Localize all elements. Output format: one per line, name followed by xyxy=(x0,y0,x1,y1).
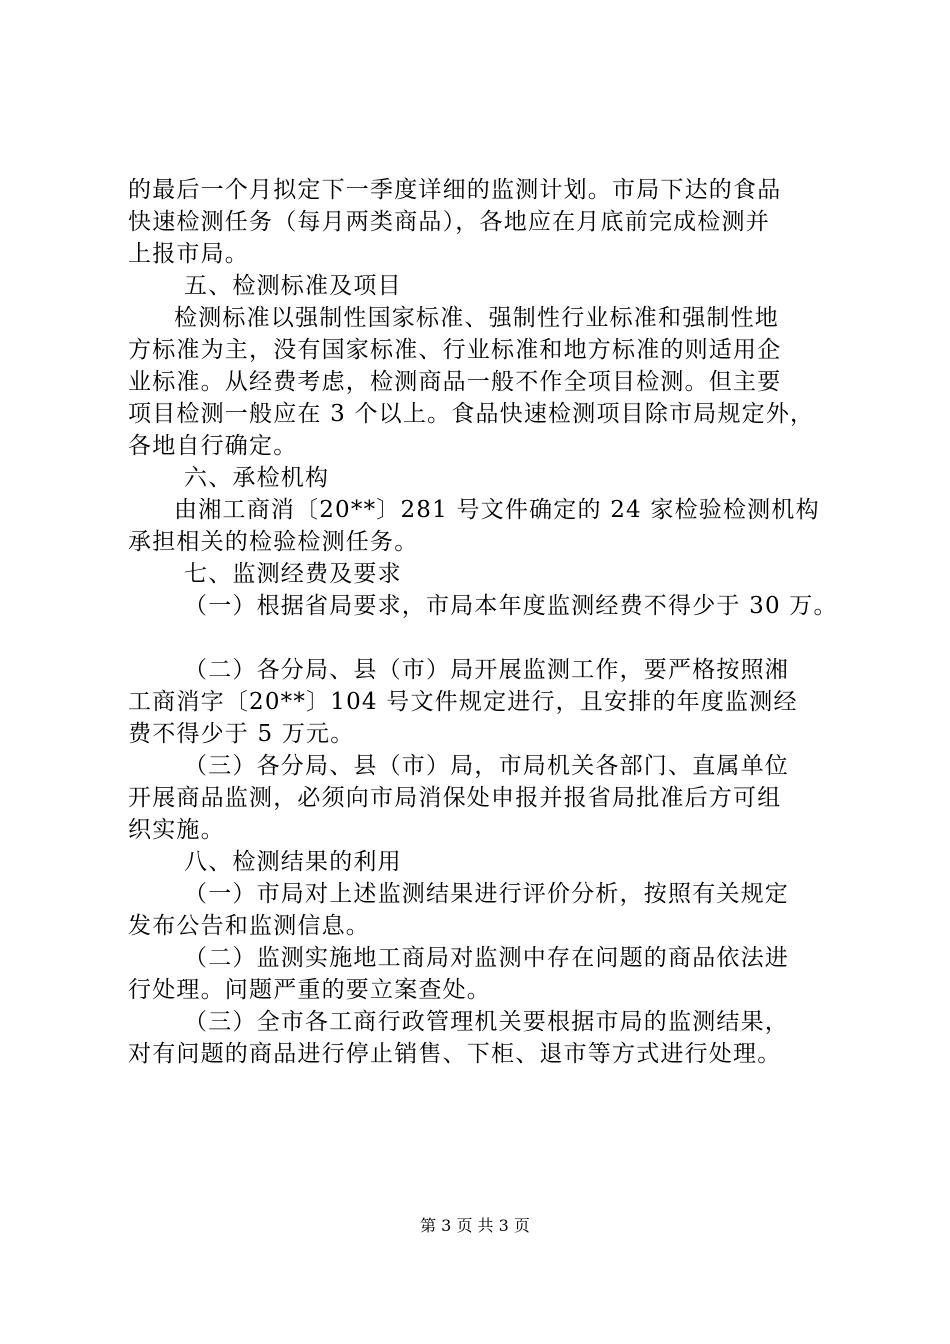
section-heading-5: 五、检测标准及项目 xyxy=(184,273,402,299)
section-heading-7: 七、监测经费及要求 xyxy=(184,561,402,587)
text-line: 业标准。从经费考虑，检测商品一般不作全项目检测。但主要 xyxy=(128,369,782,395)
text-line: （三）全市各工商行政管理机关要根据市局的监测结果， xyxy=(184,1009,789,1035)
text-line: 工商消字〔20**〕104 号文件规定进行，且安排的年度监测经 xyxy=(128,689,798,715)
text-line: 方标准为主，没有国家标准、行业标准和地方标准的则适用企 xyxy=(128,337,782,363)
page-footer: 第 3 页 共 3 页 xyxy=(420,1216,530,1235)
text-line: （三）各分局、县（市）局，市局机关各部门、直属单位 xyxy=(184,753,789,779)
text-line: 费不得少于 5 万元。 xyxy=(128,721,355,747)
text-line: 上报市局。 xyxy=(128,241,249,267)
text-line: 的最后一个月拟定下一季度详细的监测计划。市局下达的食品 xyxy=(128,177,782,203)
text-line: 快速检测任务（每月两类商品），各地应在月底前完成检测并 xyxy=(128,209,770,235)
document-body xyxy=(128,174,838,1070)
text-line: （二）各分局、县（市）局开展监测工作，要严格按照湘 xyxy=(184,657,789,683)
blank-line xyxy=(128,622,838,654)
text-line: 对有问题的商品进行停止销售、下柜、退市等方式进行处理。 xyxy=(128,1041,782,1067)
text-line: 承担相关的检验检测任务。 xyxy=(128,529,419,555)
text-line: （一）市局对上述监测结果进行评价分析，按照有关规定 xyxy=(184,881,789,907)
text-line: 行处理。问题严重的要立案查处。 xyxy=(128,977,491,1003)
section-heading-8: 八、检测结果的利用 xyxy=(184,849,402,875)
text-line: 项目检测一般应在 3 个以上。食品快速检测项目除市局规定外， xyxy=(128,401,815,427)
section-heading-6: 六、承检机构 xyxy=(184,465,330,491)
text-line: 织实施。 xyxy=(128,817,225,843)
text-line: 各地自行确定。 xyxy=(128,433,298,459)
text-line: 发布公告和监测信息。 xyxy=(128,913,370,939)
text-line: 由湘工商消〔20**〕281 号文件确定的 24 家检验检测机构 xyxy=(174,497,820,523)
text-line: （一）根据省局要求，市局本年度监测经费不得少于 30 万。 xyxy=(184,593,838,619)
text-line: （二）监测实施地工商局对监测中存在问题的商品依法进 xyxy=(184,945,789,971)
text-line: 检测标准以强制性国家标准、强制性行业标准和强制性地 xyxy=(174,305,779,331)
text-line: 开展商品监测，必须向市局消保处申报并报省局批准后方可组 xyxy=(128,785,782,811)
